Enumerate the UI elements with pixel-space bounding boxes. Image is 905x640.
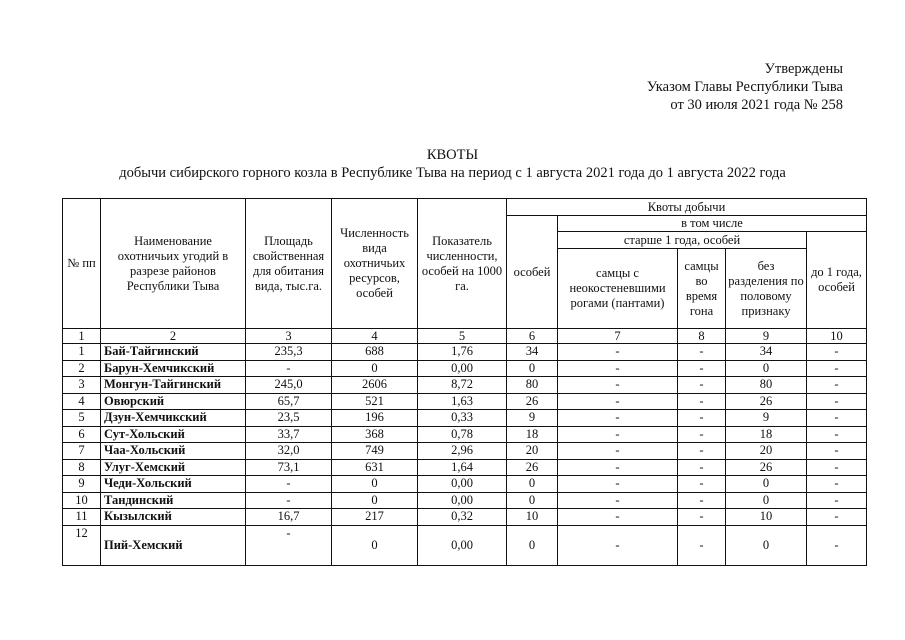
table-cell: - (807, 459, 867, 476)
table-cell: 2 (63, 360, 101, 377)
table-cell: - (678, 344, 726, 361)
table-cell: - (558, 360, 678, 377)
table-cell: 245,0 (246, 377, 332, 394)
table-cell: - (678, 476, 726, 493)
col-number: 9 (726, 329, 807, 344)
table-cell: 0 (507, 360, 558, 377)
district-name-cell: Чаа-Хольский (101, 443, 246, 460)
table-cell: - (807, 410, 867, 427)
table-cell: - (558, 443, 678, 460)
table-cell: 0,78 (418, 426, 507, 443)
table-cell: 0 (726, 476, 807, 493)
table-cell: 11 (63, 509, 101, 526)
table-cell: 217 (332, 509, 418, 526)
table-cell: - (246, 476, 332, 493)
table-cell: 3 (63, 377, 101, 394)
table-cell: - (678, 410, 726, 427)
table-cell: 80 (726, 377, 807, 394)
table-cell: - (558, 525, 678, 565)
table-cell: 23,5 (246, 410, 332, 427)
table-cell: 0 (332, 360, 418, 377)
table-cell: 6 (63, 426, 101, 443)
header-num: № пп (63, 199, 101, 329)
table-cell: 34 (726, 344, 807, 361)
table-cell: 8 (63, 459, 101, 476)
table-cell: - (558, 344, 678, 361)
table-cell: 631 (332, 459, 418, 476)
table-cell: 1,76 (418, 344, 507, 361)
table-cell: 0,32 (418, 509, 507, 526)
table-cell: 2,96 (418, 443, 507, 460)
header-name: Наименование охотничьих угодий в разрезе районов Республики Тыва (101, 199, 246, 329)
table-cell: 0,00 (418, 476, 507, 493)
table-cell: 26 (726, 393, 807, 410)
table-cell: - (678, 443, 726, 460)
table-cell: 34 (507, 344, 558, 361)
table-cell: - (246, 360, 332, 377)
table-cell: 10 (507, 509, 558, 526)
district-name-cell: Улуг-Хемский (101, 459, 246, 476)
header-area: Площадь свойственная для обитания вида, тыс.га. (246, 199, 332, 329)
district-name-cell: Пий-Хемский (101, 525, 246, 565)
table-cell: - (558, 410, 678, 427)
table-row (63, 509, 867, 526)
table-cell: - (246, 525, 332, 565)
header-individuals: особей (507, 216, 558, 329)
table-cell: 688 (332, 344, 418, 361)
table-cell: 0,00 (418, 492, 507, 509)
district-name-cell: Барун-Хемчикский (101, 360, 246, 377)
district-name-cell: Тандинский (101, 492, 246, 509)
table-cell: - (807, 393, 867, 410)
table-cell: - (558, 459, 678, 476)
table-cell: 9 (63, 476, 101, 493)
table-cell: 0 (726, 492, 807, 509)
table-cell: - (807, 360, 867, 377)
table-cell: 749 (332, 443, 418, 460)
col-number: 4 (332, 329, 418, 344)
header-males-antlers: самцы с неокостеневшими рогами (пантами) (558, 249, 678, 329)
table-row (63, 476, 867, 493)
table-row (63, 360, 867, 377)
approval-line-3: от 30 июля 2021 года № 258 (670, 97, 843, 113)
header-population: Численность вида охотничьих ресурсов, особей (332, 199, 418, 329)
table-cell: - (807, 377, 867, 394)
header-no-sex: без разделения по половому признаку (726, 249, 807, 329)
table-cell: 0,00 (418, 360, 507, 377)
district-name-cell: Бай-Тайгинский (101, 344, 246, 361)
table-cell: - (678, 509, 726, 526)
approval-line-1: Утверждены (764, 61, 843, 77)
table-row (63, 459, 867, 476)
quota-table (62, 198, 867, 566)
header-males-rut: самцы во время гона (678, 249, 726, 329)
district-name-cell: Дзун-Хемчикский (101, 410, 246, 427)
table-cell: 12 (63, 525, 101, 565)
header-density: Показатель численности, особей на 1000 га. (418, 199, 507, 329)
table-cell: - (807, 525, 867, 565)
district-name-cell: Кызылский (101, 509, 246, 526)
table-cell: 0 (332, 476, 418, 493)
table-cell: 33,7 (246, 426, 332, 443)
table-cell: 20 (726, 443, 807, 460)
table-cell: 0,33 (418, 410, 507, 427)
approval-block (647, 60, 843, 114)
table-cell: - (807, 344, 867, 361)
col-number: 1 (63, 329, 101, 344)
table-row (63, 443, 867, 460)
table-cell: - (678, 492, 726, 509)
district-name-cell: Чеди-Хольский (101, 476, 246, 493)
table-cell: 0,00 (418, 525, 507, 565)
table-cell: 0 (332, 525, 418, 565)
table-cell: - (558, 476, 678, 493)
table-cell: - (558, 377, 678, 394)
table-cell: - (246, 492, 332, 509)
table-cell: 80 (507, 377, 558, 394)
table-cell: 18 (726, 426, 807, 443)
district-name-cell: Монгун-Тайгинский (101, 377, 246, 394)
table-row (63, 393, 867, 410)
table-cell: - (807, 443, 867, 460)
table-cell: 8,72 (418, 377, 507, 394)
document-subtitle: добычи сибирского горного козла в Республике Тыва на период с 1 августа 2021 года до 1 августа 2022 года (119, 165, 786, 181)
table-cell: - (807, 509, 867, 526)
header-quota-group: Квоты добычи (507, 199, 867, 216)
table-cell: 65,7 (246, 393, 332, 410)
table-cell: 26 (507, 393, 558, 410)
table-cell: - (678, 459, 726, 476)
table-cell: - (807, 476, 867, 493)
col-number: 8 (678, 329, 726, 344)
table-cell: 9 (507, 410, 558, 427)
table-row (63, 410, 867, 427)
table-cell: - (807, 492, 867, 509)
table-cell: - (678, 426, 726, 443)
table-cell: 235,3 (246, 344, 332, 361)
table-row (63, 344, 867, 361)
table-cell: - (678, 393, 726, 410)
table-cell: 16,7 (246, 509, 332, 526)
column-numbers-row (63, 329, 867, 344)
table-cell: 20 (507, 443, 558, 460)
table-cell: 0 (726, 525, 807, 565)
col-number: 7 (558, 329, 678, 344)
table-cell: - (678, 525, 726, 565)
table-cell: 73,1 (246, 459, 332, 476)
table-cell: 196 (332, 410, 418, 427)
document-title: КВОТЫ (426, 147, 479, 163)
header-including: в том числе (558, 216, 867, 232)
table-cell: 32,0 (246, 443, 332, 460)
table-row (63, 492, 867, 509)
col-number: 6 (507, 329, 558, 344)
col-number: 5 (418, 329, 507, 344)
table-cell: 10 (63, 492, 101, 509)
table-row (63, 426, 867, 443)
table-cell: 26 (726, 459, 807, 476)
table-cell: 1 (63, 344, 101, 361)
table-cell: 0 (507, 492, 558, 509)
table-cell: 0 (507, 525, 558, 565)
table-cell: 521 (332, 393, 418, 410)
district-name-cell: Овюрский (101, 393, 246, 410)
table-cell: 368 (332, 426, 418, 443)
col-number: 2 (101, 329, 246, 344)
district-name-cell: Сут-Хольский (101, 426, 246, 443)
table-cell: 1,63 (418, 393, 507, 410)
col-number: 3 (246, 329, 332, 344)
table-cell: - (558, 426, 678, 443)
table-cell: - (678, 377, 726, 394)
header-older: старше 1 года, особей (558, 232, 807, 249)
approval-line-2: Указом Главы Республики Тыва (646, 79, 843, 95)
table-body (63, 344, 867, 566)
table-cell: 0 (507, 476, 558, 493)
table-cell: 18 (507, 426, 558, 443)
table-row (63, 377, 867, 394)
header-under1: до 1 года, особей (807, 232, 867, 329)
table-cell: 0 (726, 360, 807, 377)
table-cell: 10 (726, 509, 807, 526)
table-cell: - (678, 360, 726, 377)
table-cell: 7 (63, 443, 101, 460)
table-cell: 1,64 (418, 459, 507, 476)
table-cell: 2606 (332, 377, 418, 394)
table-cell: 26 (507, 459, 558, 476)
table-cell: - (558, 509, 678, 526)
table-cell: 4 (63, 393, 101, 410)
col-number: 10 (807, 329, 867, 344)
table-cell: - (558, 393, 678, 410)
table-cell: 5 (63, 410, 101, 427)
table-row (63, 525, 867, 565)
table-cell: 0 (332, 492, 418, 509)
table-cell: 9 (726, 410, 807, 427)
table-cell: - (807, 426, 867, 443)
table-cell: - (558, 492, 678, 509)
